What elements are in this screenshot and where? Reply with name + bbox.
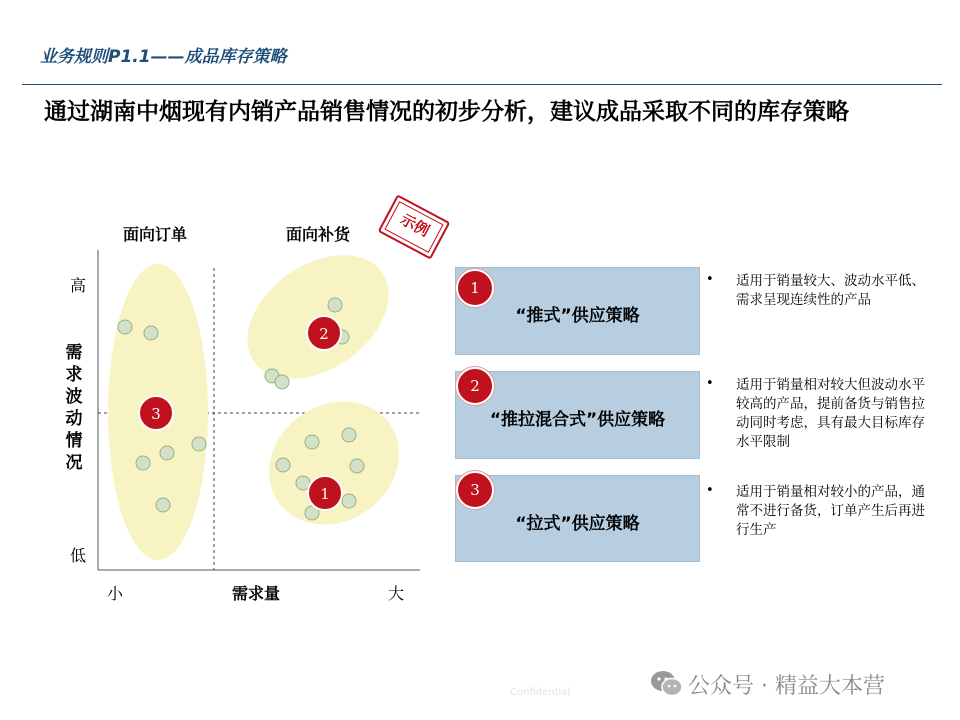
bullet-dot-icon: •: [706, 272, 714, 287]
example-stamp-label: 示例: [397, 210, 433, 241]
product-dot: [328, 298, 342, 312]
product-dot: [144, 326, 158, 340]
strategy-description-push: 适用于销量较大、波动水平低、需求呈现连续性的产品: [736, 273, 925, 308]
strategy-label-pull: “拉式”供应策略: [515, 514, 640, 534]
region-badge-3: [139, 396, 173, 430]
strategy-badge-2: 2: [456, 367, 494, 405]
y-axis-title-char: 情: [65, 431, 83, 451]
column-header-order: 面向订单: [122, 225, 188, 244]
column-header-replenish: 面向补货: [285, 225, 351, 244]
strategy-description-push-pull: 适用于销量相对较大但波动水平较高的产品，提前备货与销售拉动同时考虑，具有最大目标库存水平限制: [736, 377, 925, 450]
wechat-icon: [650, 670, 684, 698]
x-axis-low-label: 小: [106, 584, 124, 603]
y-axis-high-label: 高: [69, 276, 87, 295]
product-dot: [342, 428, 356, 442]
y-axis-title-char: 动: [65, 409, 83, 429]
header-title: 业务规则P1.1——成品库存策略: [40, 47, 287, 67]
x-axis-title: 需求量: [231, 584, 281, 603]
page-title: 通过湖南中烟现有内销产品销售情况的初步分析，建议成品采取不同的库存策略: [44, 99, 849, 125]
y-axis-title-char: 需: [65, 343, 83, 363]
y-axis-title-char: 求: [65, 365, 83, 385]
x-axis-high-label: 大: [387, 584, 405, 603]
strategy-badge-3: 3: [456, 471, 494, 509]
product-dot: [118, 320, 132, 334]
product-dot: [192, 437, 206, 451]
product-dot: [156, 498, 170, 512]
product-dot: [275, 375, 289, 389]
product-dot: [160, 446, 174, 460]
product-dot: [136, 456, 150, 470]
strategy-label-push-pull: “推拉混合式”供应策略: [489, 410, 666, 430]
y-axis-title-char: 况: [65, 453, 83, 473]
product-dot: [276, 458, 290, 472]
product-dot: [305, 435, 319, 449]
demand-matrix-diagram: [0, 190, 450, 620]
product-dot: [350, 459, 364, 473]
region-badge-3-text: 3: [151, 405, 161, 423]
bullet-dot-icon: •: [706, 483, 714, 498]
y-axis-title-char: 波: [65, 387, 83, 407]
strategy-label-push: “推式”供应策略: [515, 306, 640, 326]
product-dot: [342, 494, 356, 508]
region-badge-2: [307, 316, 341, 350]
region-badge-1-text: 1: [320, 485, 330, 503]
y-axis-title: [66, 342, 83, 473]
watermark-text: 公众号 · 精益大本营: [688, 674, 885, 699]
header-divider: [22, 84, 942, 85]
region-ellipse-push: [245, 376, 423, 549]
region-badge-1: [308, 476, 342, 510]
confidential-label: Confidential: [510, 687, 571, 698]
region-badge-2-text: 2: [319, 325, 329, 343]
bullet-dot-icon: •: [706, 376, 714, 391]
strategy-description-pull: 适用于销量相对较小的产品，通常不进行备货，订单产生后再进行生产: [736, 484, 925, 538]
strategy-badge-1: 1: [456, 269, 494, 307]
y-axis-low-label: 低: [69, 546, 87, 565]
